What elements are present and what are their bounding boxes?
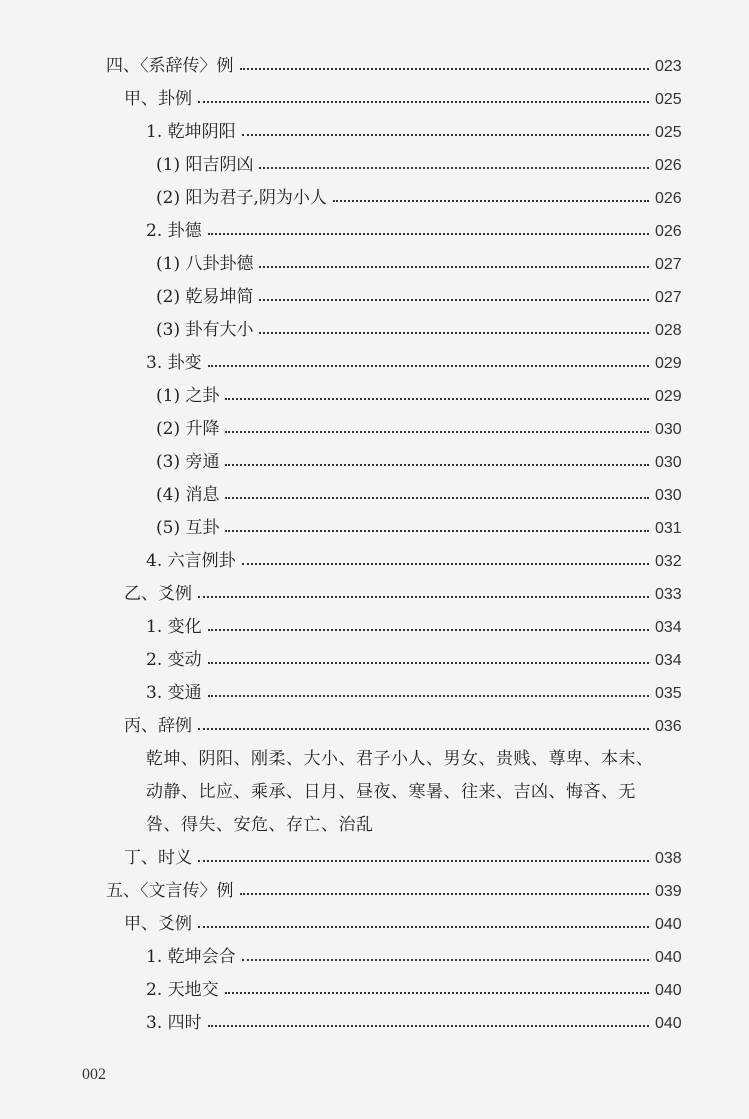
toc-entry-title: (4) 消息	[156, 485, 220, 505]
dot-leader	[208, 628, 649, 631]
toc-entry-title: 甲、卦例	[124, 89, 192, 109]
toc-entry	[0, 974, 749, 1007]
dot-leader	[242, 562, 649, 565]
toc-entry	[0, 83, 749, 116]
toc-entry-page: 025	[655, 124, 682, 141]
dot-leader	[198, 925, 649, 928]
toc-entry-title: (2) 升降	[156, 419, 220, 439]
toc-entry-title: 3. 卦变	[146, 353, 202, 373]
toc-entry-page: 034	[655, 652, 682, 669]
toc-entry	[0, 50, 749, 83]
toc-entry	[0, 908, 749, 941]
toc-entry	[0, 941, 749, 974]
toc-entry-page: 030	[655, 487, 682, 504]
dot-leader	[259, 265, 649, 268]
toc-entry-page: 040	[655, 916, 682, 933]
toc-entry-title: 2. 卦德	[146, 221, 202, 241]
dot-leader	[225, 463, 649, 466]
toc-entry	[0, 314, 749, 347]
toc-entry-title: (3) 旁通	[156, 452, 220, 472]
toc-entry-title: 五、〈文言传〉例	[106, 881, 234, 901]
toc-entry-page: 029	[655, 355, 682, 372]
toc-entry	[0, 413, 749, 446]
toc-entry	[0, 710, 749, 743]
toc-entry-title: 四、〈系辞传〉例	[106, 56, 234, 76]
toc-entry-title: (2) 阳为君子,阴为小人	[156, 188, 327, 208]
dot-leader	[198, 100, 649, 103]
terms-paragraph: 乾坤、阴阳、刚柔、大小、君子小人、男女、贵贱、尊卑、本末、动静、比应、乘承、日月、昼夜、寒暑、往来、吉凶、悔吝、无咎、得失、安危、存亡、治乱	[146, 749, 654, 835]
toc-entry-page: 038	[655, 850, 682, 867]
toc-entry-page: 029	[655, 388, 682, 405]
dot-leader	[240, 67, 650, 70]
dot-leader	[240, 892, 650, 895]
toc-entry-page: 032	[655, 553, 682, 570]
toc-entry-page: 033	[655, 586, 682, 603]
toc-entry-title: (3) 卦有大小	[156, 320, 254, 340]
toc-entry-title: (5) 互卦	[156, 518, 220, 538]
toc-entry	[0, 677, 749, 710]
toc-entry	[0, 842, 749, 875]
toc-entry-title: 2. 天地交	[146, 980, 219, 1000]
dot-leader	[198, 727, 649, 730]
toc-entry-title: 4. 六言例卦	[146, 551, 236, 571]
toc-entry	[0, 611, 749, 644]
toc-entry	[0, 116, 749, 149]
toc-entry-page: 023	[655, 58, 682, 75]
toc-entry	[0, 512, 749, 545]
toc-entry	[0, 182, 749, 215]
dot-leader	[259, 298, 649, 301]
dot-leader	[259, 331, 649, 334]
dot-leader	[208, 661, 649, 664]
toc-entry-page: 035	[655, 685, 682, 702]
toc-entry-title: 甲、爻例	[124, 914, 192, 934]
toc-entry	[0, 215, 749, 248]
toc-entry	[0, 281, 749, 314]
toc-entry-page: 040	[655, 982, 682, 999]
toc-entry-page: 040	[655, 949, 682, 966]
page-number: 002	[82, 1066, 106, 1083]
toc-entry	[0, 446, 749, 479]
toc-entry	[0, 248, 749, 281]
dot-leader	[208, 232, 649, 235]
toc-entry	[0, 380, 749, 413]
toc-entry-title: 乙、爻例	[124, 584, 192, 604]
toc-entry-page: 036	[655, 718, 682, 735]
toc-entry	[0, 545, 749, 578]
toc-entry-title: 2. 变动	[146, 650, 202, 670]
dot-leader	[198, 595, 649, 598]
toc-entry-title: (1) 阳吉阴凶	[156, 155, 254, 175]
dot-leader	[225, 991, 649, 994]
toc-entry-page: 031	[655, 520, 682, 537]
toc-entry-page: 027	[655, 256, 682, 273]
toc-entry	[0, 479, 749, 512]
dot-leader	[225, 397, 649, 400]
dot-leader	[208, 1024, 649, 1027]
toc-entry-title: 1. 乾坤阴阳	[146, 122, 236, 142]
dot-leader	[259, 166, 649, 169]
toc-entry-page: 040	[655, 1015, 682, 1032]
toc-entry-page: 030	[655, 454, 682, 471]
toc-entry-page: 028	[655, 322, 682, 339]
toc-entry-page: 039	[655, 883, 682, 900]
toc-entry-page: 026	[655, 223, 682, 240]
dot-leader	[225, 496, 649, 499]
dot-leader	[242, 133, 649, 136]
toc-entry-title: 1. 变化	[146, 617, 202, 637]
dot-leader	[198, 859, 649, 862]
toc-entry	[0, 149, 749, 182]
toc-entry-title: 3. 四时	[146, 1013, 202, 1033]
toc-entry	[0, 644, 749, 677]
toc-entry-page: 026	[655, 190, 682, 207]
toc-entry-page: 025	[655, 91, 682, 108]
dot-leader	[208, 694, 649, 697]
dot-leader	[225, 430, 649, 433]
toc-entry-title: 丁、时义	[124, 848, 192, 868]
toc-entry-page: 034	[655, 619, 682, 636]
toc-entry	[0, 578, 749, 611]
dot-leader	[225, 529, 649, 532]
toc-entry	[0, 347, 749, 380]
toc-entry-page: 026	[655, 157, 682, 174]
toc-entry	[0, 1007, 749, 1040]
toc-entry-title: (1) 之卦	[156, 386, 220, 406]
toc-entry-page: 030	[655, 421, 682, 438]
toc-entry-title: (1) 八卦卦德	[156, 254, 254, 274]
table-of-contents	[0, 50, 749, 1040]
toc-entry-title: 丙、辞例	[124, 716, 192, 736]
toc-entry-title: 1. 乾坤会合	[146, 947, 236, 967]
dot-leader	[208, 364, 649, 367]
dot-leader	[242, 958, 649, 961]
dot-leader	[333, 199, 649, 202]
toc-entry-title: (2) 乾易坤简	[156, 287, 254, 307]
toc-entry	[0, 875, 749, 908]
toc-entry-page: 027	[655, 289, 682, 306]
toc-entry-title: 3. 变通	[146, 683, 202, 703]
